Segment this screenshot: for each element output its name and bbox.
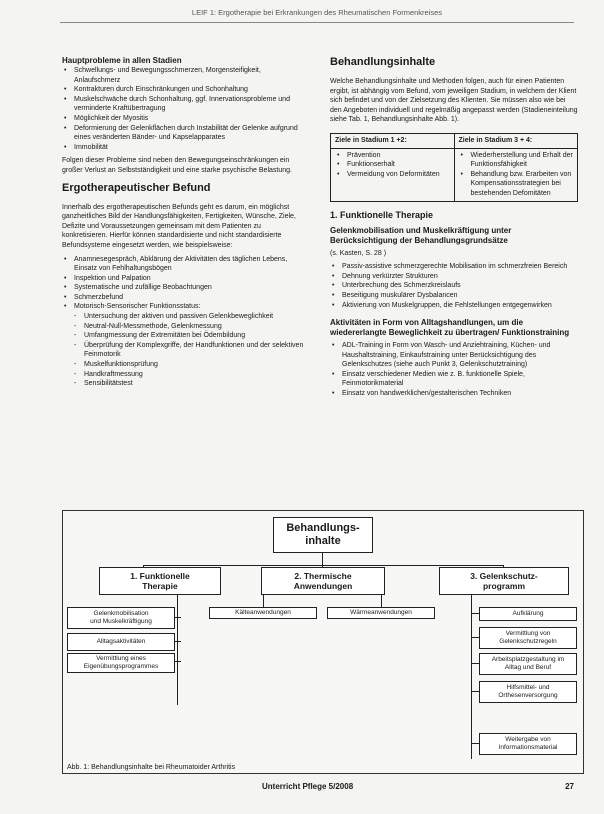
connector-line xyxy=(471,691,479,692)
list-item: • Einsatz verschiedener Medien wie z. B. funktionelle Spiele, Feinmotorikmaterial xyxy=(330,370,578,389)
list-item: • Einsatz von handwerklichen/gestalterischen Techniken xyxy=(330,389,578,399)
leaf-box: Arbeitsplatzgestaltung im Alltag und Beruf xyxy=(479,653,577,675)
list-item: • Aktivierung von Muskelgruppen, die Fehlstellungen entgegenwirken xyxy=(330,301,578,311)
running-header: LEIF 1: Ergotherapie bei Erkrankungen des Rheumatischen Formenkreises xyxy=(60,8,574,23)
list-item: • Vermeidung von Deformitäten xyxy=(335,170,450,180)
category-functional-box: 1. Funktionelle Therapie xyxy=(99,567,221,595)
connector-line xyxy=(471,595,472,759)
leaf-box: Alltagsaktivitäten xyxy=(67,633,175,651)
sub-list-item: - Umfangmessung der Extremitäten bei Ödembildung xyxy=(62,331,308,341)
list-item: • Unterbrechung des Schmerzkreislaufs xyxy=(330,281,578,291)
connector-line xyxy=(471,663,479,664)
inhalte-paragraph: Welche Behandlungsinhalte und Methoden folgen, auch für einen Patienten ergibt, ist abhängig vom Befund, vom jeweiligen Stadium, in welchem der Klient sich befindet und von der Zielsetzung des Klienten. Sie müssen also wie bei den Angeboten individuell und regelmäßig angepasst werden (Stadieneinteilung siehe Tab. 1, Behandlungsinhalte Abb. 1). xyxy=(330,78,578,124)
leaf-box: Vermittlung eines Eigenübungsprogrammes xyxy=(67,653,175,673)
list-item: • Beseitigung muskulärer Dysbalancen xyxy=(330,291,578,301)
footer-title: Unterricht Pflege 5/2008 xyxy=(262,782,354,791)
figure-caption: Abb. 1: Behandlungsinhalte bei Rheumatoider Arthritis xyxy=(67,764,236,771)
list-item: • Behandlung bzw. Erarbeiten von Kompensationsstrategien bei bestehenden Defomitäten xyxy=(459,170,574,199)
list-item: • Immobilität xyxy=(62,143,308,153)
page-number: 27 xyxy=(565,782,574,791)
problems-list xyxy=(62,66,308,152)
ft-heading: 1. Funktionelle Therapie xyxy=(330,209,434,220)
leaf-box: Hilfsmittel- und Orthesenversorgung xyxy=(479,681,577,703)
stage-goals-table xyxy=(330,133,578,202)
befund-list xyxy=(62,255,308,389)
leaf-box: Kälteanwendungen xyxy=(209,607,317,619)
root-box: Behandlungs- inhalte xyxy=(273,517,373,553)
leaf-box: Weitergabe von Informationsmaterial xyxy=(479,733,577,755)
leaf-box: Aufklärung xyxy=(479,607,577,621)
list-item: • Deformierung der Gelenkflächen durch Instabilität der Gelenke aufgrund eines veränderten Bänder- und Kapselapparates xyxy=(62,124,308,143)
ft-subheading-1: Gelenkmobilisation und Muskelkräftigung unter Berücksichtigung der Behandlungsgrundsätze xyxy=(330,225,512,245)
stage-3-4-column xyxy=(454,134,578,201)
connector-line xyxy=(177,595,178,705)
connector-line xyxy=(143,565,503,566)
list-item: • Schmerzbefund xyxy=(62,293,308,303)
treatment-diagram xyxy=(62,510,584,774)
stage-1-2-column xyxy=(331,134,454,201)
list-item: • Systematische und zufällige Beobachtungen xyxy=(62,283,308,293)
leaf-box: Gelenkmobilisation und Muskelkräftigung xyxy=(67,607,175,629)
list-item: • Kontrakturen durch Einschränkungen und Schonhaltung xyxy=(62,85,308,95)
ft-list-1 xyxy=(330,262,578,310)
ft-list-2 xyxy=(330,341,578,399)
leaf-box: Wärmeanwendungen xyxy=(327,607,435,619)
stage-3-4-heading: Ziele in Stadium 3 + 4: xyxy=(455,134,578,149)
befund-heading: Ergotherapeutischer Befund xyxy=(62,181,211,194)
list-item: • Inspektion und Palpation xyxy=(62,274,308,284)
stage-1-2-heading: Ziele in Stadium 1 +2: xyxy=(331,134,454,149)
problems-paragraph: Folgen dieser Probleme sind neben den Bewegungseinschränkungen ein großer Verlust an Selbstständigkeit und eine starke psychische Belastung. xyxy=(62,157,292,174)
list-item: • Motorisch-Sensorischer Funktionsstatus: xyxy=(62,302,308,312)
connector-line xyxy=(175,641,181,642)
list-item: • Prävention xyxy=(335,151,450,161)
sub-list-item: - Handkraftmessung xyxy=(62,370,308,380)
list-item: • Möglichkeit der Myositis xyxy=(62,114,308,124)
category-thermal-box: 2. Thermische Anwendungen xyxy=(261,567,385,595)
connector-line xyxy=(175,661,181,662)
list-item: • Schwellungs- und Bewegungsschmerzen, Morgensteifigkeit, Anlaufschmerz xyxy=(62,66,308,85)
list-item: • Wiederherstellung und Erhalt der Funktionsfähigkeit xyxy=(459,151,574,170)
befund-paragraph: Innerhalb des ergotherapeutischen Befunds geht es darum, ein möglichst ganzheitliches Bild der Handlungsfähigkeiten, Fertigkeiten, Wünsche, Ziele, Defizite und Voraussetzungen gemeinsam mit dem Patienten zu konkretisieren. Hierfür können standardisierte und nicht standardisierte Befundsysteme eingesetzt werden, wie beispielsweise: xyxy=(62,203,296,249)
list-item: • Passiv-assistive schmerzgerechte Mobilisation im schmerzfreien Bereich xyxy=(330,262,578,272)
connector-line xyxy=(471,613,479,614)
sub-list-item: - Sensibilitätstest xyxy=(62,379,308,389)
inhalte-heading: Behandlungsinhalte xyxy=(330,56,436,68)
sub-list-item: - Untersuchung der aktiven und passiven Gelenkbeweglichkeit xyxy=(62,312,308,322)
connector-line xyxy=(322,551,323,565)
sub-list-item: - Überprüfung der Komplexgriffe, der Handfunktionen und der selektiven Feinmotorik xyxy=(62,341,308,360)
ft-subheading-2: Aktivitäten in Form von Alltagshandlungen, um die wiedererlangte Beweglichkeit zu übertragen/ Funktionstraining xyxy=(330,318,570,338)
right-column xyxy=(330,56,578,399)
sub-list-item: - Muskelfunktionsprüfung xyxy=(62,360,308,370)
connector-line xyxy=(175,617,181,618)
list-item: • Dehnung verkürzter Strukturen xyxy=(330,272,578,282)
sub-list-item: - Neutral-Null-Messmethode, Gelenkmessung xyxy=(62,322,308,332)
category-joint-protection-box: 3. Gelenkschutz- programm xyxy=(439,567,569,595)
list-item: • Funktionserhalt xyxy=(335,160,450,170)
left-column xyxy=(62,56,308,389)
leaf-box: Vermittlung von Gelenkschutzregeln xyxy=(479,627,577,649)
list-item: • Anamnesegespräch, Abklärung der Aktivitäten des täglichen Lebens, Einsatz von Fehlhaltungsbögen xyxy=(62,255,308,274)
list-item: • ADL-Training in Form von Wasch- und Anziehtraining, Küchen- und Haushaltstraining, Einkaufstraining unter Berücksichtigung des Gelenkschutzes (siehe auch Punkt 3, Gelenkschutztraining) xyxy=(330,341,578,370)
connector-line xyxy=(471,743,479,744)
list-item: • Muskelschwäche durch Schonhaltung, ggf. Innervationsprobleme und verminderte Kraftübertragung xyxy=(62,95,308,114)
ft-reference: (s. Kasten, S. 28 ) xyxy=(330,249,387,257)
connector-line xyxy=(471,637,479,638)
problems-heading: Hauptprobleme in allen Stadien xyxy=(62,56,182,65)
